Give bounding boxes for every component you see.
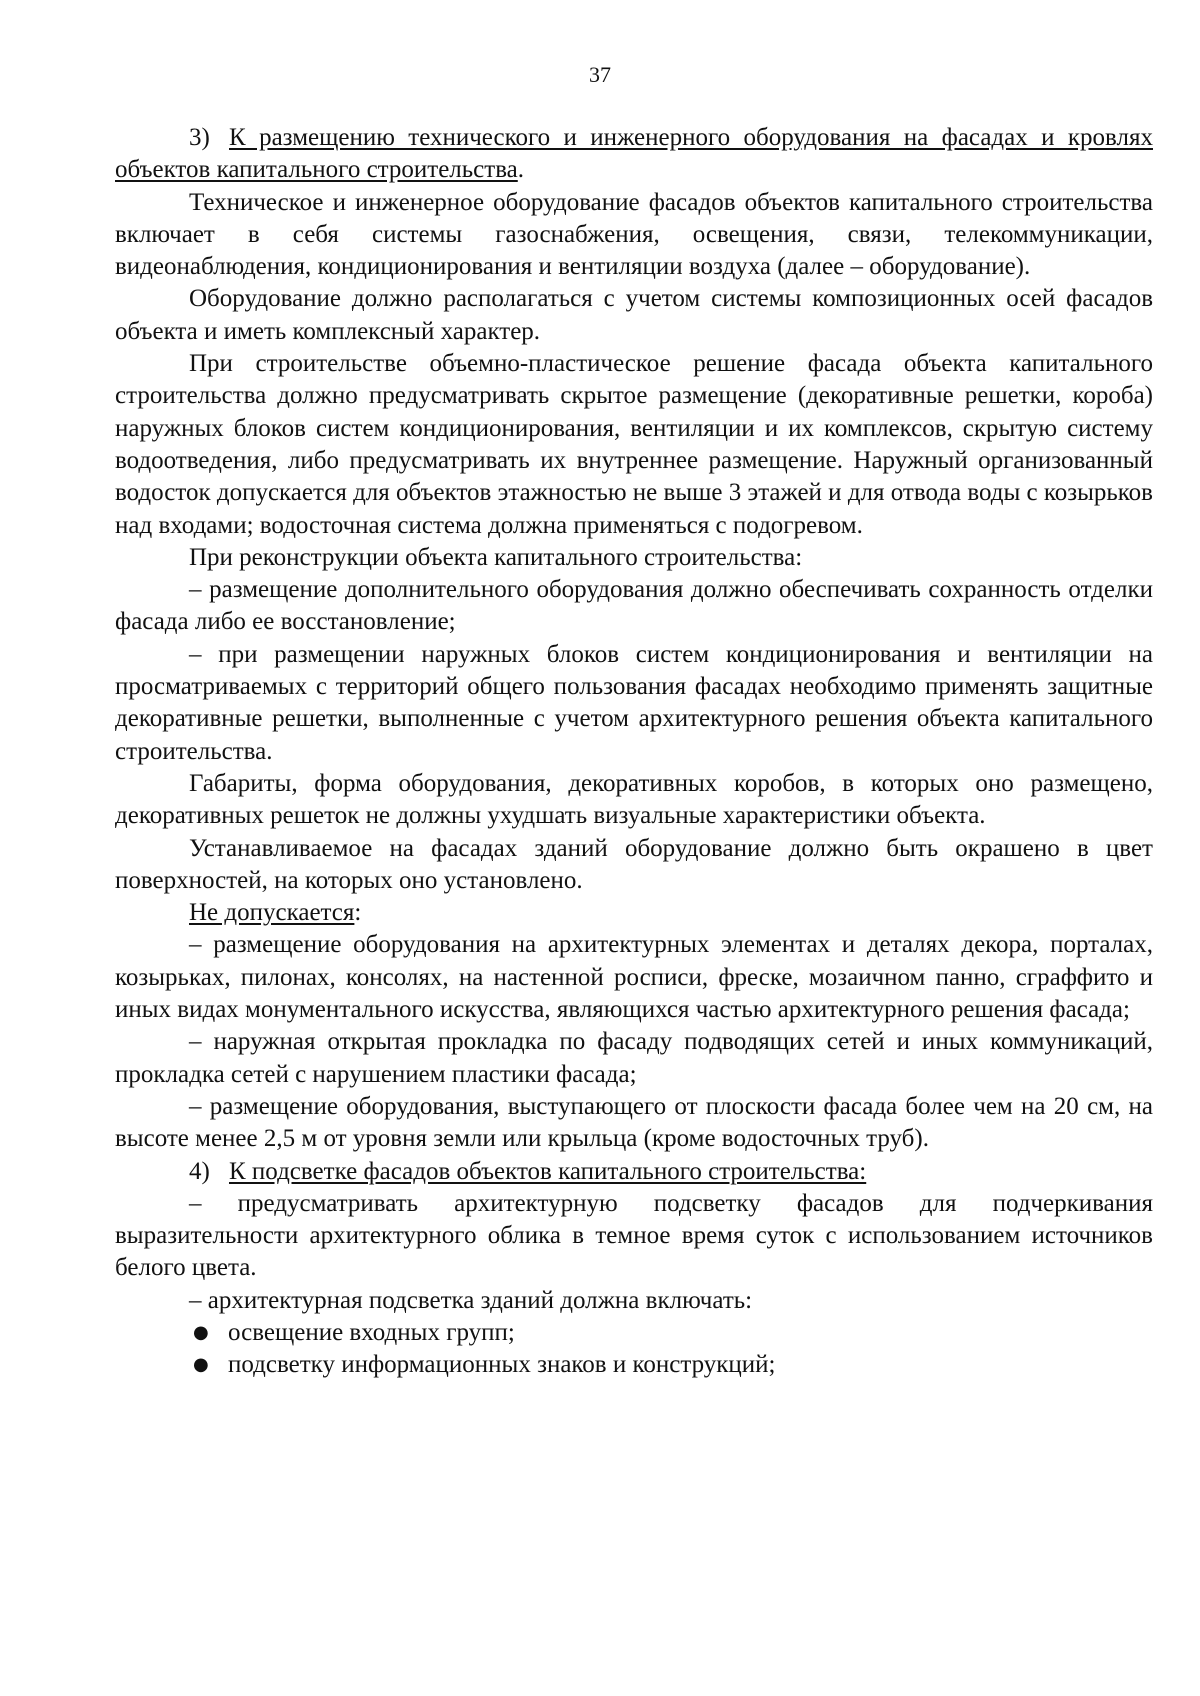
list-item: – наружная открытая прокладка по фасаду подводящих сетей и иных коммуникаций, прокладка сетей с нарушением пластики фасада; bbox=[115, 1028, 1153, 1088]
paragraph: Оборудование должно располагаться с учетом системы композиционных осей фасадов объекта и иметь комплексный характер. bbox=[115, 285, 1153, 345]
section-4-title: К подсветке фасадов объектов капитального строительства: bbox=[229, 1157, 867, 1185]
bullet-item bbox=[115, 1317, 1153, 1349]
bullet-icon: ● bbox=[193, 1354, 209, 1376]
not-allowed-colon: : bbox=[354, 899, 362, 927]
paragraph: Техническое и инженерное оборудование фасадов объектов капитального строительства включает в себя системы газоснабжения, освещения, связи, телекоммуникации, видеонаблюдения, кондиционирования и вентиляции воздуха (далее – оборудование). bbox=[115, 188, 1153, 281]
document-body bbox=[115, 122, 1153, 1382]
paragraph: При строительстве объемно-пластическое решение фасада объекта капитального строительства должно предусматривать скрытое размещение (декоративные решетки, короба) наружных блоков систем кондиционирования, вентиляции и их комплексов, скрытую систему водоотведения, либо предусматривать их внутреннее размещение. Наружный организованный водосток допускается для объектов этажностью не выше 3 этажей и для отвода воды с козырьков над входами; водосточная система должна применяться с подогревом. bbox=[115, 350, 1153, 539]
not-allowed-heading bbox=[115, 897, 1153, 929]
bullet-text: подсветку информационных знаков и конструкций; bbox=[228, 1351, 776, 1379]
not-allowed-label: Не допускается bbox=[189, 899, 355, 927]
list-item: – размещение дополнительного оборудования должно обеспечивать сохранность отделки фасада либо ее восстановление; bbox=[115, 576, 1153, 636]
bullet-icon: ● bbox=[193, 1321, 209, 1343]
list-item: – предусматривать архитектурную подсветку фасадов для подчеркивания выразительности архитектурного облика в темное время суток с использованием источников белого цвета. bbox=[115, 1189, 1153, 1282]
list-item: – при размещении наружных блоков систем кондиционирования и вентиляции на просматриваемых с территорий общего пользования фасадах необходимо применять защитные декоративные решетки, выполненные с учетом архитектурного решения объекта капитального строительства. bbox=[115, 640, 1153, 765]
section-3-title: К размещению технического и инженерного оборудования на фасадах и кровлях объектов капитального строительства bbox=[115, 124, 1153, 184]
paragraph: Габариты, форма оборудования, декоративных коробов, в которых оно размещено, декоративных решеток не должны ухудшать визуальные характеристики объекта. bbox=[115, 769, 1153, 830]
list-item: – архитектурная подсветка зданий должна включать: bbox=[189, 1286, 753, 1314]
bullet-item bbox=[115, 1349, 1153, 1381]
list-item: – размещение оборудования, выступающего от плоскости фасада более чем на 20 см, на высоте менее 2,5 м от уровня земли или крыльца (кроме водосточных труб). bbox=[115, 1092, 1153, 1153]
section-3-heading bbox=[115, 122, 1153, 187]
section-4-heading bbox=[115, 1156, 1153, 1188]
section-3-title-end: . bbox=[517, 156, 525, 184]
page-number: 37 bbox=[589, 62, 611, 87]
paragraph: При реконструкции объекта капитального строительства: bbox=[189, 543, 803, 571]
bullet-list bbox=[115, 1317, 1153, 1382]
section-4-number: 4) bbox=[189, 1157, 210, 1185]
section-3-number: 3) bbox=[189, 124, 210, 151]
paragraph: Устанавливаемое на фасадах зданий оборудование должно быть окрашено в цвет поверхностей, на которых оно установлено. bbox=[115, 834, 1153, 894]
list-item: – размещение оборудования на архитектурных элементах и деталях декора, порталах, козырьках, пилонах, консолях, на настенной росписи, фреске, мозаичном панно, сграффито и иных видах монументального искусства, являющихся частью архитектурного решения фасада; bbox=[115, 931, 1153, 1024]
bullet-text: освещение входных групп; bbox=[228, 1318, 515, 1346]
